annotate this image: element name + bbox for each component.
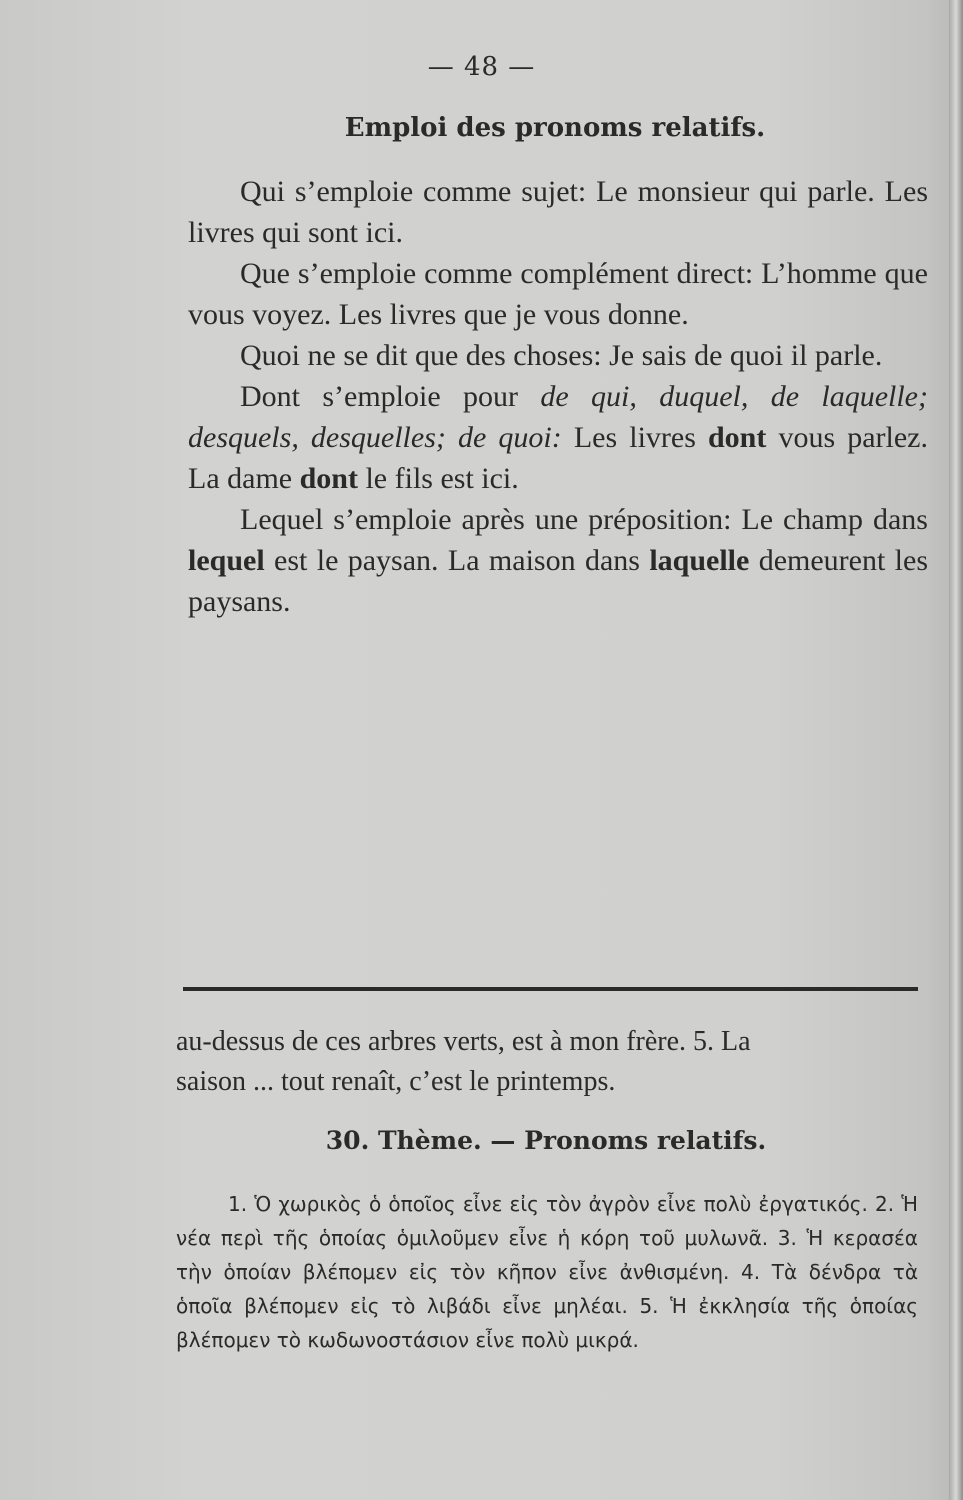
section-heading: Emploi des pronoms relatifs. xyxy=(344,113,766,143)
paragraph-quoi-text: ne se dit que des choses: Je sais de quoi il parle. xyxy=(300,339,883,372)
bold-dont-2: dont xyxy=(299,462,358,495)
paragraph-lequel-mid: est le paysan. La maison dans xyxy=(264,544,650,577)
section-divider xyxy=(183,987,918,991)
paragraph-que xyxy=(188,253,928,335)
term-dont: Dont xyxy=(240,380,300,413)
paragraph-lequel xyxy=(188,499,928,622)
paragraph-lequel-pre: s’emploie après une préposition: Le champ dans xyxy=(323,503,928,536)
paragraph-dont-mid: Les livres xyxy=(561,421,708,454)
continuation-text xyxy=(176,1022,916,1102)
page-edge xyxy=(949,0,963,1500)
paragraph-dont-italic: de qui, duquel, de laquelle; desquels, desquelles; de quoi: xyxy=(188,380,928,454)
bold-laquelle: laquelle xyxy=(649,544,750,577)
greek-exercise xyxy=(176,1187,918,1357)
paragraph-qui-text: s’emploie comme sujet: Le monsieur qui parle. Les livres qui sont ici. xyxy=(188,175,928,249)
exercise-heading: 30. Thème. — Pronoms relatifs. xyxy=(325,1126,767,1155)
term-qui: Qui xyxy=(240,175,285,208)
bold-lequel: lequel xyxy=(188,544,265,577)
paragraph-que-text: s’emploie comme complément direct: L’homme que vous voyez. Les livres que je vous donne. xyxy=(188,257,928,331)
paragraph-dont-pre: s’emploie pour xyxy=(300,380,541,413)
continuation-last-line: saison ... tout renaît, c’est le printemps. xyxy=(176,1066,616,1097)
paragraph-qui xyxy=(188,171,928,253)
grammar-explanation xyxy=(188,171,928,622)
bold-dont-1: dont xyxy=(707,421,767,454)
paragraph-dont-mid2: vous parlez. La dame xyxy=(188,421,928,495)
term-que: Que xyxy=(240,257,290,290)
paragraph-dont xyxy=(188,376,928,499)
paragraph-lequel-post: demeurent les paysans. xyxy=(188,544,928,618)
term-quoi: Quoi xyxy=(240,339,300,372)
term-lequel: Lequel xyxy=(240,503,324,536)
paragraph-dont-post: le fils est ici. xyxy=(357,462,519,495)
greek-exercise-text: 1. Ὁ χωρικὸς ὁ ὁποῖος εἶνε εἰς τὸν ἀγρὸν εἶνε πολὺ ἐργατικός. 2. Ἡ νέα περὶ τῆς ὁποίας ὁμιλοῦμεν εἶνε ἡ κόρη τοῦ μυλωνᾶ. 3. Ἡ κερασέα τὴν ὁποίαν βλέπομεν εἰς τὸν κῆπον εἶνε ἀνθισμένη. 4. Τὰ δένδρα τὰ ὁποῖα βλέπομεν εἰς τὸ λιβάδι εἶνε μηλέαι. 5. Ἡ ἐκκλησία τῆς ὁποίας βλέπομεν τὸ κωδωνοστάσιον εἶνε πολὺ μικρά. xyxy=(176,1192,918,1352)
page-number: — 48 — xyxy=(427,52,536,82)
continuation-line: au-dessus de ces arbres verts, est à mon frère. 5. La xyxy=(176,1026,751,1057)
paragraph-quoi xyxy=(188,335,928,376)
